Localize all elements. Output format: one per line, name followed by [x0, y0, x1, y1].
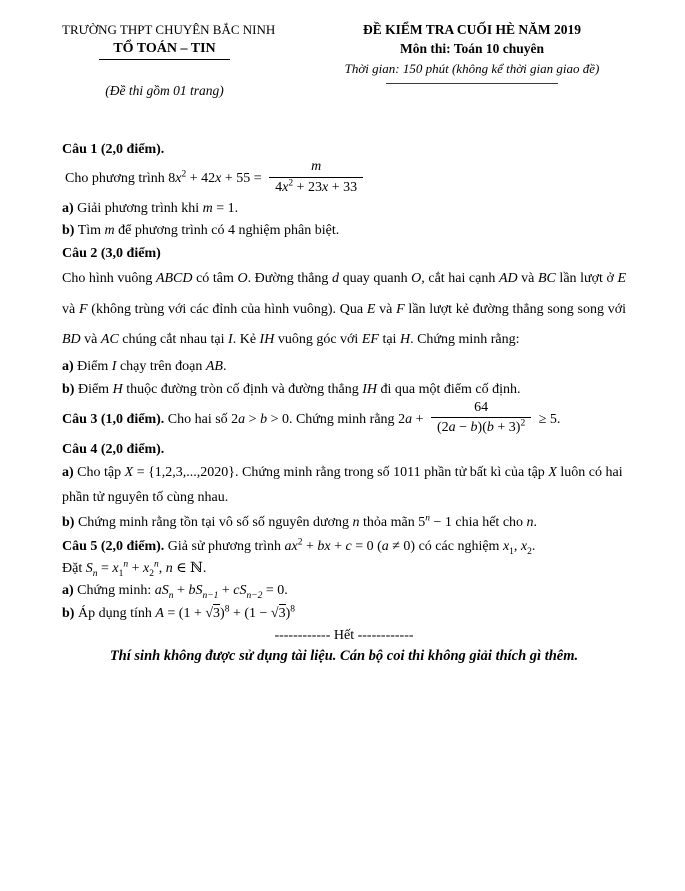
exam-title: ĐỀ KIỂM TRA CUỐI HÈ NĂM 2019 — [362, 22, 582, 37]
text-run: H — [112, 381, 123, 397]
text-run: F — [396, 301, 405, 317]
exam-body — [62, 139, 626, 625]
text-run: x — [322, 179, 329, 195]
text-run: 8 — [290, 604, 296, 615]
fraction-denominator — [431, 417, 531, 437]
text-run: m — [311, 159, 322, 174]
radical-sign: √ — [270, 605, 279, 621]
text-run: X — [548, 464, 557, 480]
text-run: = (1 + — [163, 605, 206, 621]
text-run: S — [195, 583, 203, 599]
text-run: chúng cắt nhau tại — [118, 332, 229, 348]
text-run: S — [161, 583, 169, 599]
text-run: X — [124, 464, 134, 480]
text-run: = 0 ( — [351, 538, 382, 554]
document-footer — [62, 625, 626, 668]
question-2-part-a — [62, 356, 626, 378]
text-run: Tìm — [74, 223, 105, 239]
text-run: Cho hai số — [164, 412, 232, 428]
text-run: Chứng minh: — [73, 583, 155, 599]
question-5-definition-line — [62, 558, 626, 580]
text-run: và — [80, 332, 101, 348]
fraction — [431, 399, 531, 437]
text-run: n — [526, 515, 534, 531]
text-run: 8 — [168, 171, 176, 187]
text-run: 2 — [231, 412, 239, 428]
radicand — [213, 604, 220, 621]
question-1-part-b — [62, 220, 626, 242]
text-run: > — [245, 412, 261, 428]
text-run: O — [411, 270, 422, 286]
text-run: x — [291, 538, 298, 554]
text-run: 1 — [118, 568, 124, 579]
fraction-numerator — [431, 399, 531, 418]
text-run: + — [412, 412, 427, 428]
text-run: ≥ 5. — [535, 412, 561, 428]
text-run: thuộc đường tròn cố định và đường thẳng — [122, 381, 363, 397]
text-run: a — [381, 538, 389, 554]
text-run: b — [188, 583, 196, 599]
text-run: m — [202, 201, 213, 216]
text-run: 8 — [224, 604, 230, 615]
text-run: S — [85, 560, 93, 576]
text-run: d — [332, 270, 340, 286]
text-run: 2 — [527, 546, 532, 557]
text-run: Câu 4 (2,0 điểm). — [62, 441, 165, 457]
text-run: b) — [62, 605, 75, 621]
question-2-part-b — [62, 379, 626, 401]
text-run: (không trùng với các đỉnh của hình vuông). Qua — [87, 301, 367, 317]
text-run: chạy trên đoạn — [116, 359, 206, 375]
text-run: Điểm — [73, 359, 112, 375]
text-run: + 33 — [328, 179, 358, 195]
text-run: E — [366, 301, 376, 317]
question-5-part-b — [62, 603, 626, 625]
header-divider-rule — [386, 83, 558, 84]
exam-subject: Môn thi: Toán 10 chuyên — [399, 41, 545, 56]
text-run: , — [513, 538, 521, 554]
school-header-block — [62, 22, 276, 99]
text-run: a) — [62, 359, 74, 375]
text-run: = {1,2,3,...,2020}. Chứng minh rằng trong số 1011 phần tử bất kì của tập — [133, 464, 549, 480]
text-run: . Đường thẳng — [247, 270, 333, 286]
text-run: Câu 5 (2,0 điểm). — [62, 538, 165, 554]
text-run: ) — [220, 605, 225, 621]
text-run: Cho hình vuông — [62, 270, 156, 286]
text-run: 2 — [288, 177, 294, 188]
text-run: x — [282, 179, 289, 195]
question-1-intro-equation — [62, 160, 626, 198]
text-run: có tâm — [192, 270, 238, 286]
fraction-denominator — [269, 177, 363, 197]
question-4-heading — [62, 439, 626, 460]
radicand — [279, 604, 286, 621]
text-run: Câu 3 (1,0 điểm). — [62, 412, 165, 428]
question-5-heading-line — [62, 536, 626, 558]
text-run: S — [239, 583, 247, 599]
text-run: 2 — [181, 169, 187, 180]
text-run: n−2 — [246, 591, 263, 602]
text-run: Cho tập — [73, 464, 125, 480]
question-2-intro — [62, 264, 626, 356]
text-run: Điểm — [74, 381, 113, 397]
text-run: AC — [100, 332, 119, 348]
text-run: n — [123, 559, 129, 570]
text-run: b — [317, 538, 325, 554]
text-run: A — [155, 605, 164, 621]
text-run: lần lượt ở — [555, 270, 618, 286]
text-run: 5 — [418, 515, 426, 531]
text-run: a — [448, 420, 456, 436]
text-run: a) — [62, 583, 74, 599]
text-run: + — [330, 538, 346, 554]
text-run: . Kẻ — [232, 332, 260, 348]
sqrt-radical — [271, 604, 286, 621]
text-run: n−1 — [202, 591, 219, 602]
text-run: 2 — [520, 418, 526, 429]
text-run: a — [238, 412, 246, 428]
text-run: BC — [537, 270, 556, 286]
text-run: ABCD — [155, 270, 193, 286]
text-run: E — [617, 270, 626, 286]
text-run: Câu 2 (3,0 điểm) — [62, 245, 161, 261]
text-run: c — [233, 583, 240, 599]
text-run: + 23 — [293, 179, 323, 195]
text-run: . — [531, 538, 536, 554]
text-run: x — [502, 538, 510, 554]
text-run: n — [165, 560, 173, 576]
text-run: và — [62, 301, 79, 317]
text-run: Giả sử phương trình — [164, 538, 285, 554]
text-run: x — [215, 171, 222, 187]
text-run: Giải phương trình khi — [73, 201, 203, 216]
text-run: Đặt — [62, 560, 86, 576]
text-run: 2 — [297, 536, 303, 547]
text-run: I — [228, 332, 233, 348]
text-run: )( — [477, 420, 487, 436]
text-run: a — [284, 538, 292, 554]
question-4-part-a — [62, 460, 626, 510]
text-run: n — [153, 559, 159, 570]
text-run: Chứng minh rằng tồn tại vô số số nguyên dương — [74, 515, 353, 531]
text-run: lần lượt kẻ đường thẳng song song với — [404, 301, 627, 317]
text-run: + — [302, 538, 318, 554]
question-3-line — [62, 401, 626, 439]
text-run: + — [218, 583, 234, 599]
text-run: − — [455, 420, 471, 436]
text-run: , — [158, 560, 166, 576]
text-run: IH — [259, 332, 275, 348]
text-run: x — [324, 538, 331, 554]
text-run: BD — [62, 332, 81, 348]
text-run: n — [352, 515, 360, 531]
text-run: đi qua một điểm cố định. — [377, 381, 521, 397]
text-run: + (1 − — [229, 605, 271, 621]
text-run: a — [154, 583, 162, 599]
text-run: c — [345, 538, 352, 554]
school-name: TRƯỜNG THPT CHUYÊN BẮC NINH — [62, 22, 276, 37]
text-run: 64 — [474, 399, 489, 415]
text-run: n — [92, 568, 98, 579]
text-run: I — [111, 359, 117, 375]
text-run: m — [104, 223, 115, 239]
text-run: ) — [285, 605, 291, 621]
text-run: a — [405, 412, 413, 428]
question-5-part-a — [62, 580, 626, 602]
question-2-heading — [62, 243, 626, 264]
text-run: 3 — [278, 605, 286, 621]
text-run: b — [260, 412, 268, 428]
text-run: F — [78, 301, 88, 317]
text-run: + 42 — [186, 171, 216, 187]
exam-rules-note: Thí sinh không được sử dụng tài liệu. Cán bộ coi thi không giải thích gì thêm. — [109, 648, 579, 665]
text-run: . Chứng minh rằng: — [410, 332, 520, 348]
text-run: − 1 chia hết cho — [430, 515, 527, 531]
text-run: x — [112, 560, 119, 576]
text-run: + — [173, 583, 189, 599]
text-run: AB — [205, 359, 223, 375]
text-run: Áp dụng tính — [74, 605, 156, 621]
text-run: quay quanh — [339, 270, 412, 286]
page-count-note: (Đề thi gồm 01 trang) — [105, 83, 224, 98]
question-1-heading — [62, 139, 626, 160]
text-run: . — [222, 359, 227, 375]
text-run: H — [399, 332, 411, 348]
text-run: 2 — [398, 412, 406, 428]
text-run: AD — [498, 270, 518, 286]
text-run: b — [470, 420, 478, 436]
text-run: n — [168, 591, 174, 602]
sqrt-radical — [205, 604, 220, 621]
text-run: O — [237, 270, 248, 286]
department-name-text: TỔ TOÁN – TIN — [99, 41, 229, 60]
text-run: tại — [378, 332, 400, 348]
text-run: = 1. — [212, 201, 239, 216]
text-run: . — [533, 515, 538, 531]
radical-sign: √ — [205, 605, 214, 621]
exam-title-block — [318, 22, 626, 84]
text-run: luôn có hai phần tử nguyên tố cùng nhau. — [62, 464, 623, 506]
document-header — [62, 22, 626, 99]
text-run: b — [486, 420, 494, 436]
text-run: ≠ 0) có các nghiệm — [388, 538, 503, 554]
text-run: = 0. — [262, 583, 288, 599]
fraction — [269, 158, 363, 196]
text-run: b) — [62, 381, 75, 397]
text-run: vuông góc với — [274, 332, 362, 348]
text-run: IH — [362, 381, 378, 397]
text-run: Câu 1 (2,0 điểm). — [62, 142, 165, 157]
text-run: 4 — [275, 179, 283, 195]
fraction-numerator — [269, 158, 363, 177]
text-run: 2 — [149, 568, 154, 579]
text-run: và — [517, 270, 538, 286]
text-run: x — [143, 560, 150, 576]
text-run: x — [520, 538, 528, 554]
exam-duration: Thời gian: 150 phút (không kể thời gian giao đề) — [344, 61, 600, 76]
question-4-part-b — [62, 510, 626, 535]
text-run: , cắt hai cạnh — [421, 270, 499, 286]
department-name — [62, 41, 267, 60]
text-run: EF — [361, 332, 379, 348]
text-run: b) — [62, 515, 75, 531]
text-run: a) — [62, 464, 74, 480]
text-run: 1 — [509, 546, 514, 557]
text-run: + — [128, 560, 143, 576]
text-run: Cho phương trình — [65, 171, 169, 187]
text-run: a) — [62, 201, 74, 216]
text-run: x — [175, 171, 182, 187]
end-marker: ------------ Hết ------------ — [274, 628, 414, 644]
text-run: + 3) — [493, 420, 521, 436]
text-run: + 55 = — [221, 171, 266, 187]
text-run: để phương trình có 4 nghiệm phân biệt. — [114, 223, 340, 239]
text-run: và — [375, 301, 397, 317]
text-run: b) — [62, 223, 75, 239]
text-run: ∈ ℕ. — [172, 560, 207, 576]
text-run: (2 — [436, 420, 449, 436]
text-run: > 0. Chứng minh rằng — [267, 412, 399, 428]
text-run: n — [425, 513, 430, 524]
text-run: thỏa mãn — [359, 515, 419, 531]
text-run: 3 — [213, 605, 221, 621]
text-run: = — [97, 560, 113, 576]
question-1-part-a — [62, 198, 626, 220]
